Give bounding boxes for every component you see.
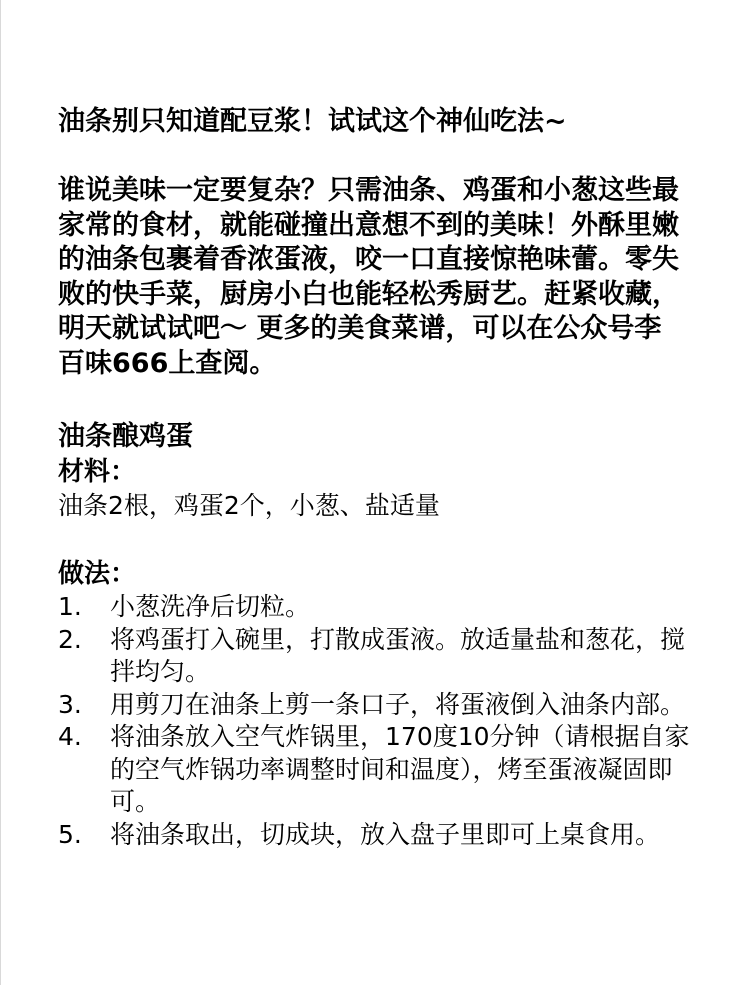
step-number: 2. — [58, 624, 82, 654]
ingredients-label: 材料： — [58, 457, 137, 487]
step-item — [58, 721, 708, 819]
recipe-title: 油条酿鸡蛋 — [58, 421, 193, 452]
ingredients-text: 油条2根，鸡蛋2个，小葱、盐适量 — [58, 491, 440, 520]
intro-paragraph: 谁说美味一定要复杂？只需油条、鸡蛋和小葱这些最家常的食材，就能碰撞出意想不到的美味！外酥里嫩的油条包裹着香浓蛋液，咬一口直接惊艳味蕾。零失败的快手菜，厨房小白也能轻松秀厨艺。赶紧收藏，明天就试试吧～ 更多的美食菜谱，可以在公众号李百味666上查阅。 — [58, 175, 679, 379]
method-label: 做法： — [58, 559, 137, 589]
step-item — [58, 624, 708, 689]
step-item — [58, 819, 708, 852]
steps-list — [58, 591, 708, 851]
step-text: 用剪刀在油条上剪一条口子，将蛋液倒入油条内部。 — [110, 689, 686, 719]
step-text: 将油条放入空气炸锅里，170度10分钟（请根据自家的空气炸锅功率调整时间和温度），烤至蛋液凝固即可。 — [110, 722, 690, 816]
step-number: 4. — [58, 722, 82, 751]
article-content — [58, 104, 708, 851]
step-number: 1. — [58, 592, 82, 621]
article-title: 油条别只知道配豆浆！试试这个神仙吃法~ — [58, 106, 567, 137]
step-text: 小葱洗净后切粒。 — [110, 592, 311, 621]
step-text: 将鸡蛋打入碗里，打散成蛋液。放适量盐和葱花，搅拌均匀。 — [110, 624, 686, 686]
step-number: 3. — [58, 689, 82, 719]
step-text: 将油条取出，切成块，放入盘子里即可上桌食用。 — [110, 819, 661, 849]
step-item — [58, 689, 708, 722]
step-item — [58, 591, 708, 624]
step-number: 5. — [58, 819, 82, 849]
